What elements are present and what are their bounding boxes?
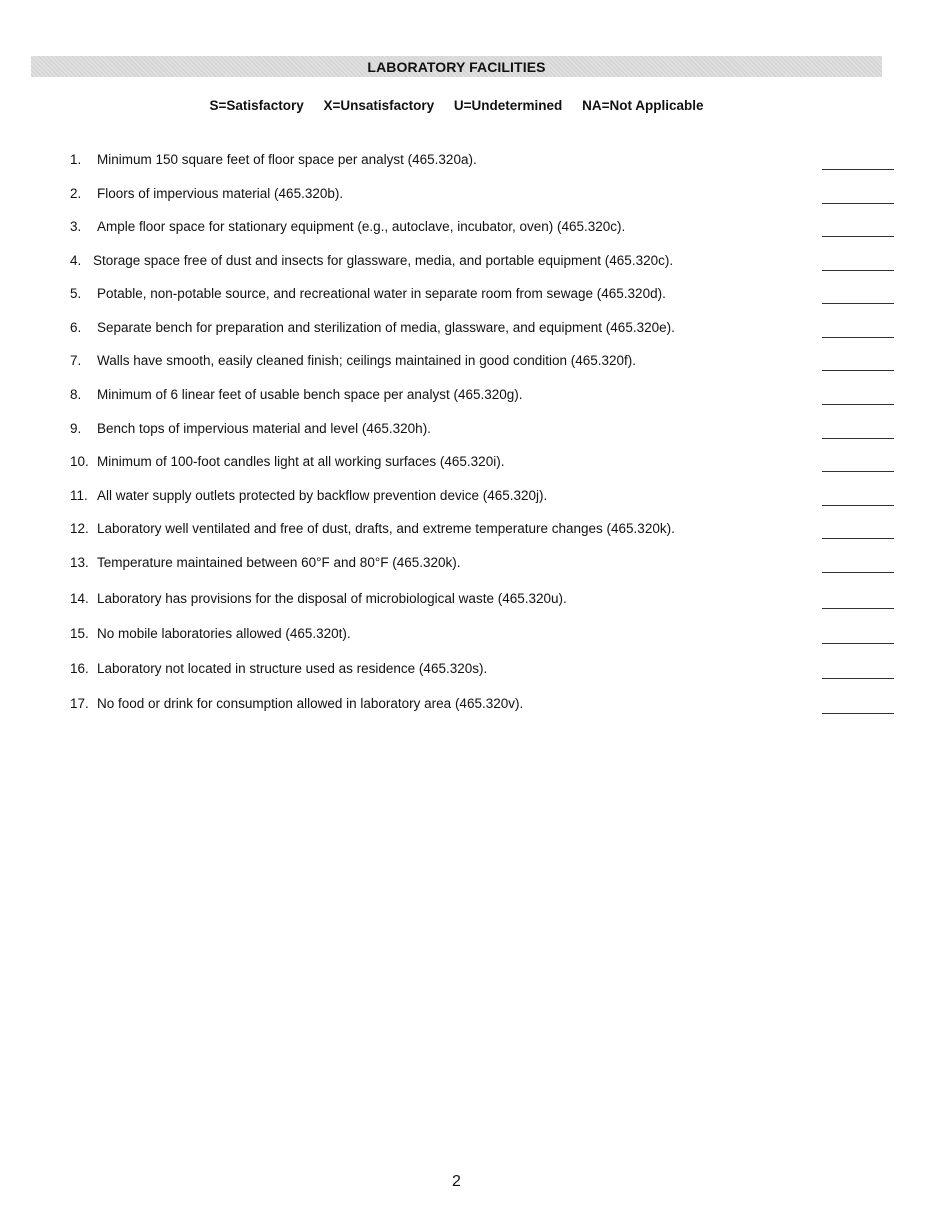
item-text: Laboratory well ventilated and free of dust, drafts, and extreme temperature changes (465.320k). — [97, 521, 675, 536]
answer-line[interactable] — [822, 505, 894, 506]
item-text: No mobile laboratories allowed (465.320t). — [97, 626, 351, 641]
item-text: Potable, non-potable source, and recreational water in separate room from sewage (465.320d). — [97, 286, 666, 301]
answer-line[interactable] — [822, 471, 894, 472]
answer-line[interactable] — [822, 169, 894, 170]
item-text: Minimum of 100-foot candles light at all working surfaces (465.320i). — [97, 454, 505, 469]
answer-line[interactable] — [822, 438, 894, 439]
answer-line[interactable] — [822, 337, 894, 338]
checklist-item — [70, 319, 895, 341]
answer-line[interactable] — [822, 404, 894, 405]
legend-satisfactory: S=Satisfactory — [209, 98, 304, 113]
item-text: Storage space free of dust and insects for glassware, media, and portable equipment (465.320c). — [93, 253, 674, 268]
checklist-item — [70, 252, 895, 274]
item-text: Temperature maintained between 60°F and 80°F (465.320k). — [97, 555, 461, 570]
checklist-item — [70, 285, 895, 307]
item-text: Bench tops of impervious material and level (465.320h). — [97, 421, 431, 436]
answer-line[interactable] — [822, 236, 894, 237]
item-text: Separate bench for preparation and sterilization of media, glassware, and equipment (465.320e). — [97, 320, 675, 335]
checklist-item — [70, 590, 895, 612]
checklist-item — [70, 420, 895, 442]
item-number: 4. — [70, 253, 82, 268]
item-number: 13. — [70, 555, 89, 570]
item-text: All water supply outlets protected by backflow prevention device (465.320j). — [97, 488, 548, 503]
item-number: 1. — [70, 152, 82, 167]
item-text: Ample floor space for stationary equipment (e.g., autoclave, incubator, oven) (465.320c). — [97, 219, 626, 234]
item-number: 11. — [70, 488, 88, 503]
answer-line[interactable] — [822, 608, 894, 609]
item-number: 14. — [70, 591, 89, 606]
checklist-item — [70, 487, 895, 509]
item-number: 9. — [70, 421, 82, 436]
item-text: Walls have smooth, easily cleaned finish; ceilings maintained in good condition (465.320f). — [97, 353, 637, 368]
item-text: Minimum of 6 linear feet of usable bench space per analyst (465.320g). — [97, 387, 523, 402]
answer-line[interactable] — [822, 643, 894, 644]
item-number: 15. — [70, 626, 89, 641]
item-number: 10. — [70, 454, 89, 469]
checklist-item — [70, 660, 895, 682]
item-number: 5. — [70, 286, 82, 301]
item-number: 17. — [70, 696, 89, 711]
answer-line[interactable] — [822, 538, 894, 539]
item-number: 12. — [70, 521, 89, 536]
item-text: No food or drink for consumption allowed in laboratory area (465.320v). — [97, 696, 524, 711]
checklist-item — [70, 625, 895, 647]
answer-line[interactable] — [822, 270, 894, 271]
page-number: 2 — [452, 1173, 461, 1190]
answer-line[interactable] — [822, 203, 894, 204]
item-number: 2. — [70, 186, 82, 201]
legend-unsatisfactory: X=Unsatisfactory — [323, 98, 435, 113]
answer-line[interactable] — [822, 713, 894, 714]
checklist-item — [70, 695, 895, 717]
item-text: Minimum 150 square feet of floor space per analyst (465.320a). — [97, 152, 477, 167]
legend-not-applicable: NA=Not Applicable — [582, 98, 704, 113]
item-number: 8. — [70, 387, 82, 402]
item-text: Laboratory not located in structure used as residence (465.320s). — [97, 661, 488, 676]
checklist-item — [70, 352, 895, 374]
answer-line[interactable] — [822, 572, 894, 573]
checklist-item — [70, 386, 895, 408]
answer-line[interactable] — [822, 678, 894, 679]
checklist-item — [70, 151, 895, 173]
checklist-item — [70, 554, 895, 576]
item-number: 16. — [70, 661, 89, 676]
checklist-item — [70, 520, 895, 542]
section-title: LABORATORY FACILITIES — [367, 58, 546, 75]
answer-line[interactable] — [822, 370, 894, 371]
checklist-item — [70, 218, 895, 240]
checklist-item — [70, 453, 895, 475]
item-number: 7. — [70, 353, 82, 368]
answer-line[interactable] — [822, 303, 894, 304]
item-number: 6. — [70, 320, 82, 335]
item-text: Floors of impervious material (465.320b). — [97, 186, 344, 201]
item-text: Laboratory has provisions for the disposal of microbiological waste (465.320u). — [97, 591, 567, 606]
legend-undetermined: U=Undetermined — [453, 98, 563, 113]
checklist-item — [70, 185, 895, 207]
item-number: 3. — [70, 219, 82, 234]
